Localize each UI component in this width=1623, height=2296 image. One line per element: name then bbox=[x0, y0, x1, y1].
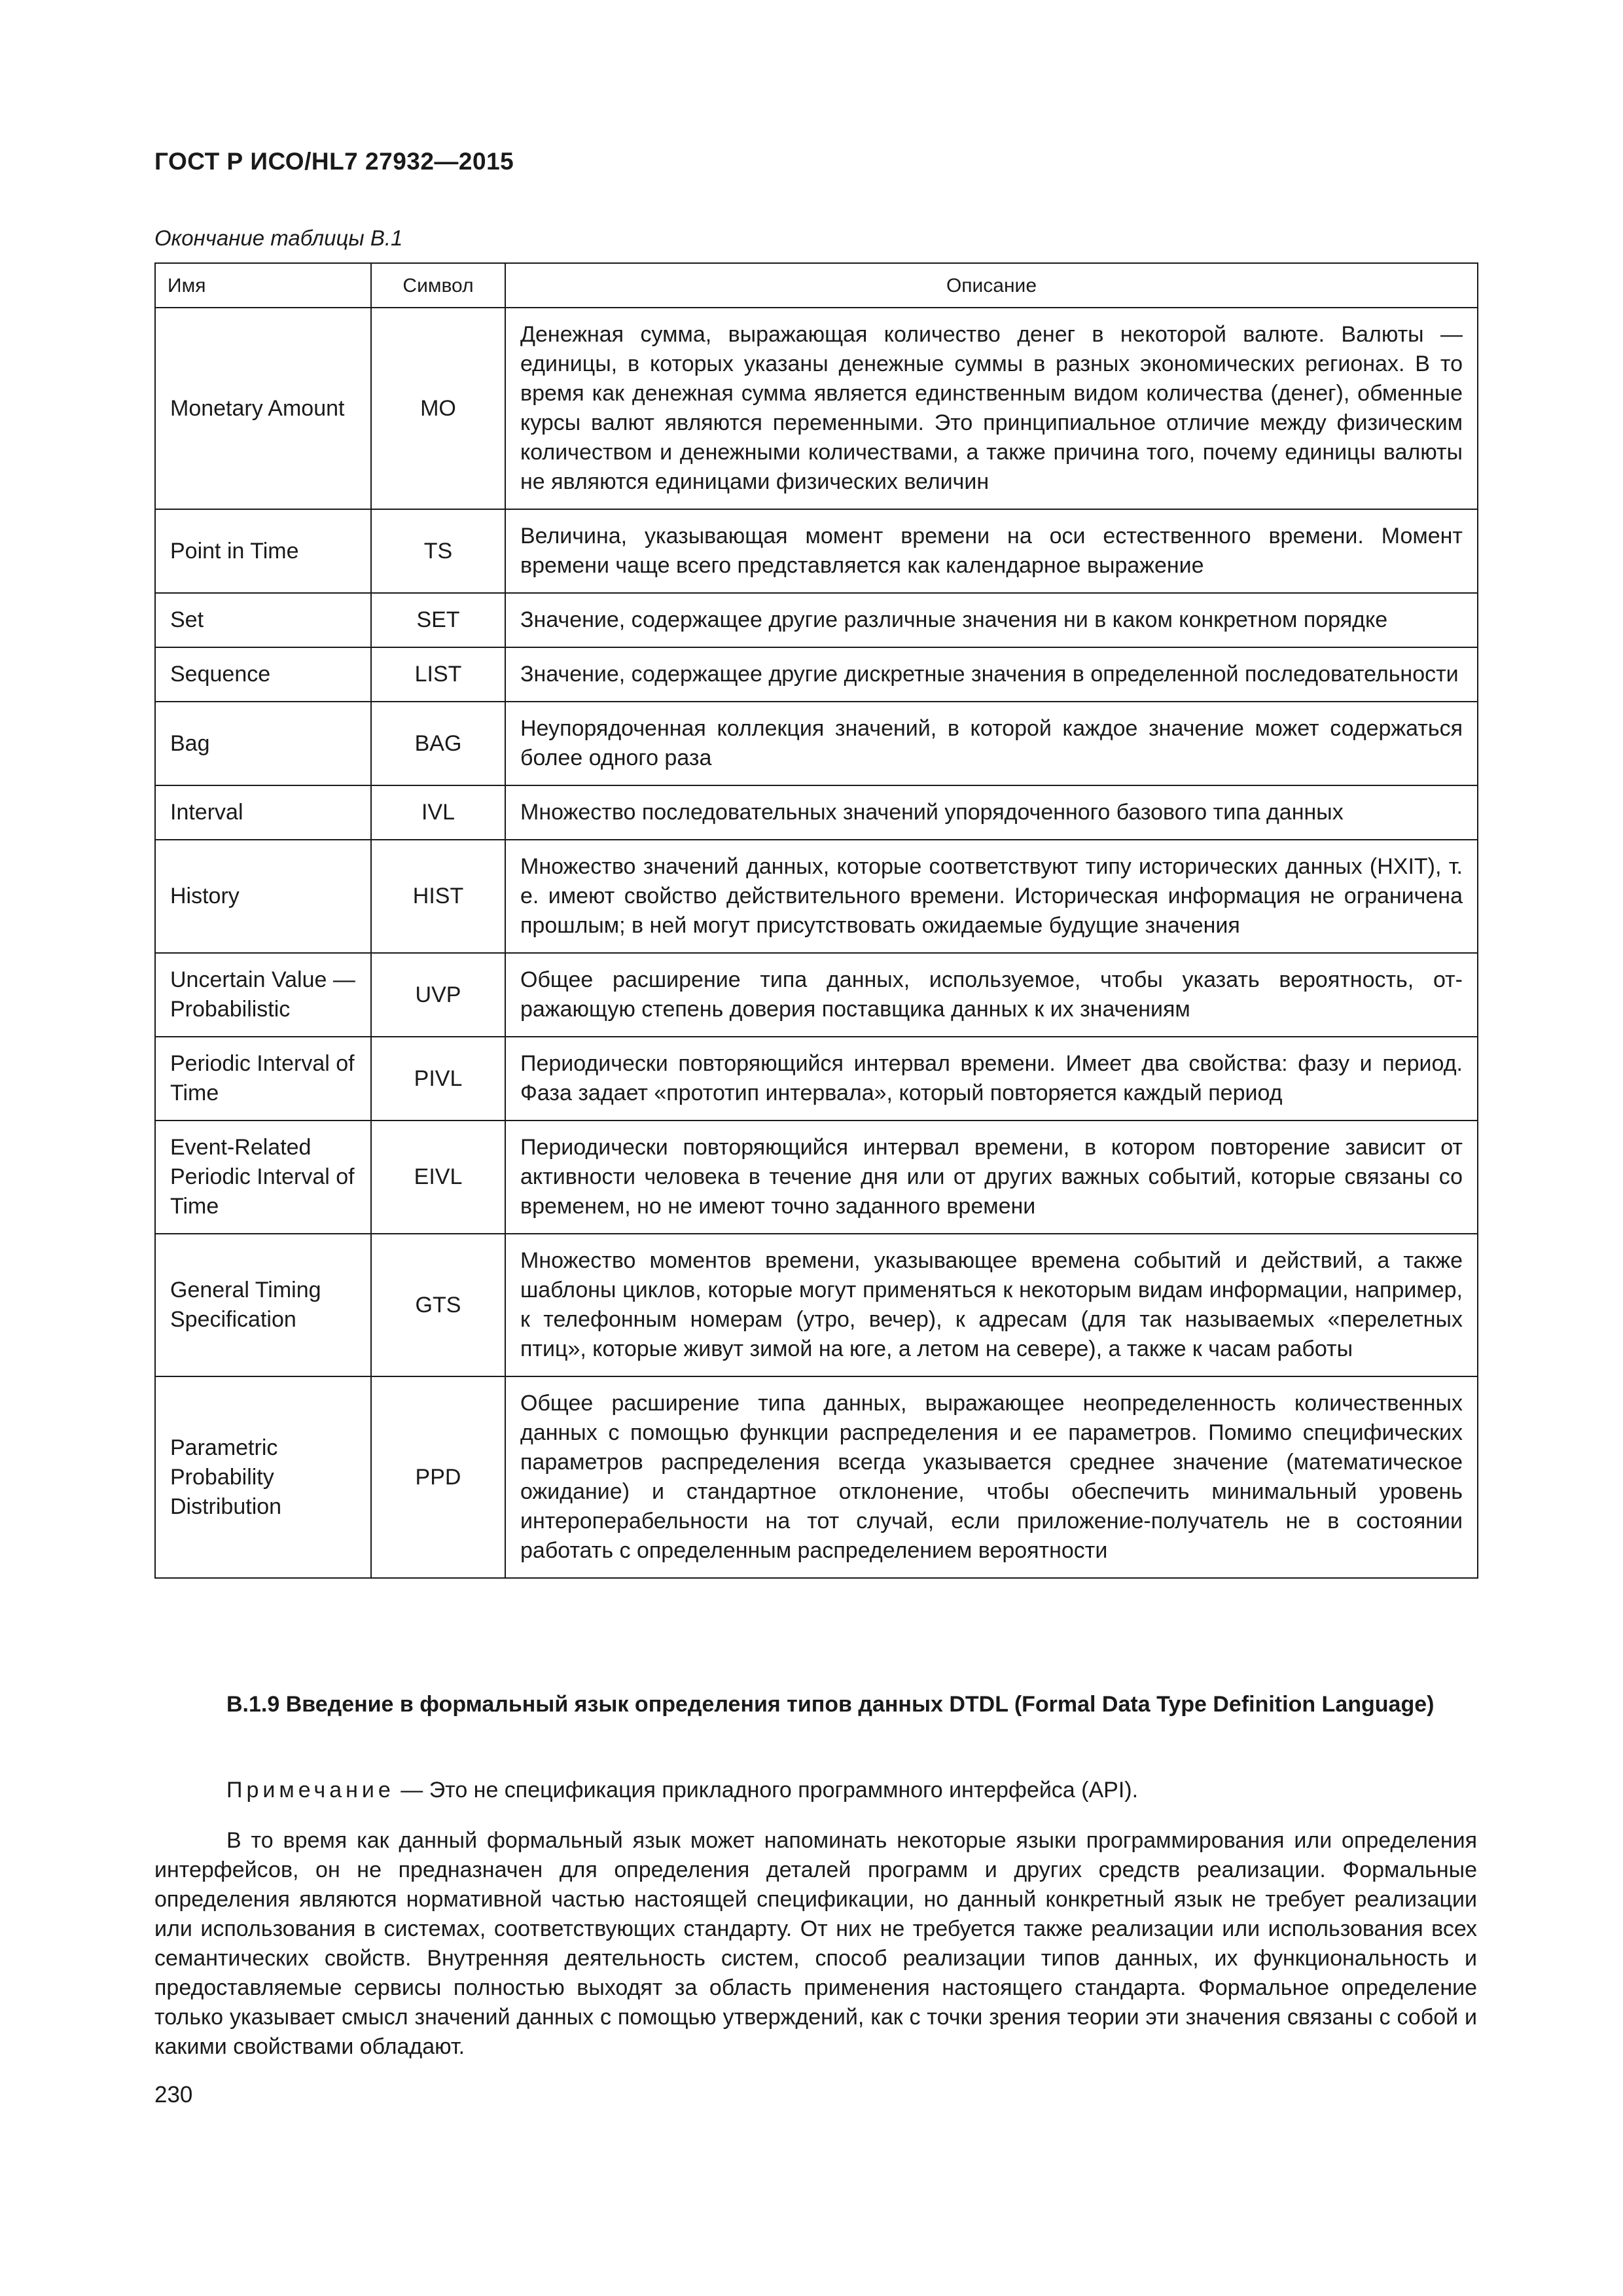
row-name: Set bbox=[155, 593, 371, 647]
row-name: Uncertain Value — Probabilistic bbox=[155, 953, 371, 1037]
row-name: Bag bbox=[155, 702, 371, 785]
table-row bbox=[155, 1121, 1478, 1234]
row-symbol: PPD bbox=[371, 1376, 505, 1578]
row-description: Значение, содержащее другие различные значения ни в каком конкретном порядке bbox=[505, 593, 1478, 647]
row-symbol: SET bbox=[371, 593, 505, 647]
row-description: Множество значений данных, которые соответствуют типу исторических данных (HXIT), т. е. имеют свойство действительного времени. Историческая информация не ограничена прошлым; в ней могут присутствовать ожидаемые будущие значения bbox=[505, 840, 1478, 953]
row-name: Interval bbox=[155, 785, 371, 840]
row-symbol: UVP bbox=[371, 953, 505, 1037]
row-description: Неупорядоченная коллекция значений, в которой каждое значение может содержаться более одного раза bbox=[505, 702, 1478, 785]
row-symbol: EIVL bbox=[371, 1121, 505, 1234]
row-name: Monetary Amount bbox=[155, 308, 371, 509]
row-name: Periodic Interval of Time bbox=[155, 1037, 371, 1121]
table-row bbox=[155, 1376, 1478, 1578]
row-description: Значение, содержащее другие дискретные значения в определенной последовательности bbox=[505, 647, 1478, 702]
table-row bbox=[155, 593, 1478, 647]
note-text: — Это не спецификация прикладного программного интерфейса (API). bbox=[394, 1778, 1139, 1803]
row-symbol: LIST bbox=[371, 647, 505, 702]
column-header-description: Описание bbox=[505, 263, 1478, 308]
row-symbol: MO bbox=[371, 308, 505, 509]
column-header-name: Имя bbox=[155, 263, 371, 308]
row-description: Множество моментов времени, указывающее времена событий и действий, а также шаблоны циклов, которые могут применяться к некоторым видам информации, например, к телефонным номерам (утро, вечер), к адресам (для так называемых «перелетных птиц», которые живут зимой на юге, а летом на севере), а также к часам работы bbox=[505, 1234, 1478, 1376]
table-row bbox=[155, 840, 1478, 953]
row-symbol: IVL bbox=[371, 785, 505, 840]
row-name: History bbox=[155, 840, 371, 953]
row-description: Величина, указывающая момент времени на оси естественного времени. Момент времени чаще всего представляется как календарное выражение bbox=[505, 509, 1478, 593]
document-header: ГОСТ Р ИСО/HL7 27932—2015 bbox=[154, 148, 514, 175]
table-row bbox=[155, 647, 1478, 702]
table-row bbox=[155, 785, 1478, 840]
row-description: Периодически повторяющийся интервал времени. Имеет два свойства: фазу и период. Фаза задает «прототип интервала», который повторяется каждый период bbox=[505, 1037, 1478, 1121]
body-paragraph: В то время как данный формальный язык может напоминать некоторые языки программирования или определения интерфейсов, он не предназначен для определения деталей программ и других средств реализации. Формальные определения являются нормативной частью настоящей спецификации, но данный конкретный язык не требует реализации или использования в системах, соответствующих стандарту. От них не требуется также реализации или использования всех семантических свойств. Внутренняя деятельность систем, способ реализации типов данных, их функциональность и предоставляемые сервисы полностью выходят за область применения настоящего стандарта. Формальное определение только указывает смысл значений данных с помощью утверждений, как с точки зрения теории эти значения связаны с собой и какими свойствами обладают. bbox=[154, 1828, 1477, 2059]
note-label: Примечание bbox=[226, 1778, 395, 1803]
row-name: Point in Time bbox=[155, 509, 371, 593]
row-symbol: PIVL bbox=[371, 1037, 505, 1121]
row-symbol: TS bbox=[371, 509, 505, 593]
note bbox=[226, 1776, 1138, 1805]
table-header-row bbox=[155, 263, 1478, 308]
table-row bbox=[155, 1234, 1478, 1376]
row-symbol: BAG bbox=[371, 702, 505, 785]
table-row bbox=[155, 308, 1478, 509]
table-row bbox=[155, 1037, 1478, 1121]
row-description: Общее расширение типа данных, используемое, чтобы указать вероятность, отражающую степень доверия поставщика данных к их значениям bbox=[505, 953, 1478, 1037]
row-description: Денежная сумма, выражающая количество денег в некоторой валюте. Валюты — единицы, в которых указаны денежные суммы в разных экономических регионах. В то время как денежная сумма является единственным видом количества (денег), обменные курсы валют являются переменными. Это принципиальное отличие между физическим количеством и денежными количествами, а также причина того, почему единицы валюты не являются единицами физических величин bbox=[505, 308, 1478, 509]
table-caption: Окончание таблицы В.1 bbox=[154, 226, 403, 250]
section-heading: В.1.9 Введение в формальный язык определения типов данных DTDL (Formal Data Type Definition Language) bbox=[226, 1692, 1435, 1717]
row-name: Parametric Probability Distribution bbox=[155, 1376, 371, 1578]
row-symbol: HIST bbox=[371, 840, 505, 953]
column-header-symbol: Символ bbox=[371, 263, 505, 308]
row-description: Общее расширение типа данных, выражающее неопределенность количественных данных с помощью функции распределения и ее параметров. Помимо специфических параметров распределения всегда указывается среднее значение (математическое ожидание) и стандартное отклонение, чтобы обеспечить минимальный уровень интероперабельности на тот случай, если приложение-получатель не в состоянии работать с определенным распределением вероятности bbox=[505, 1376, 1478, 1578]
row-name: General Timing Specification bbox=[155, 1234, 371, 1376]
row-description: Периодически повторяющийся интервал времени, в котором повторение зависит от активности человека в течение дня или от других важных событий, которые связаны со временем, но не имеют точно заданного времени bbox=[505, 1121, 1478, 1234]
row-name: Sequence bbox=[155, 647, 371, 702]
row-name: Event-Related Periodic Interval of Time bbox=[155, 1121, 371, 1234]
table-row bbox=[155, 702, 1478, 785]
table-row bbox=[155, 509, 1478, 593]
row-symbol: GTS bbox=[371, 1234, 505, 1376]
page-number: 230 bbox=[154, 2082, 193, 2108]
data-types-table bbox=[154, 262, 1478, 1579]
row-description: Множество последовательных значений упорядоченного базового типа данных bbox=[505, 785, 1478, 840]
table-row bbox=[155, 953, 1478, 1037]
